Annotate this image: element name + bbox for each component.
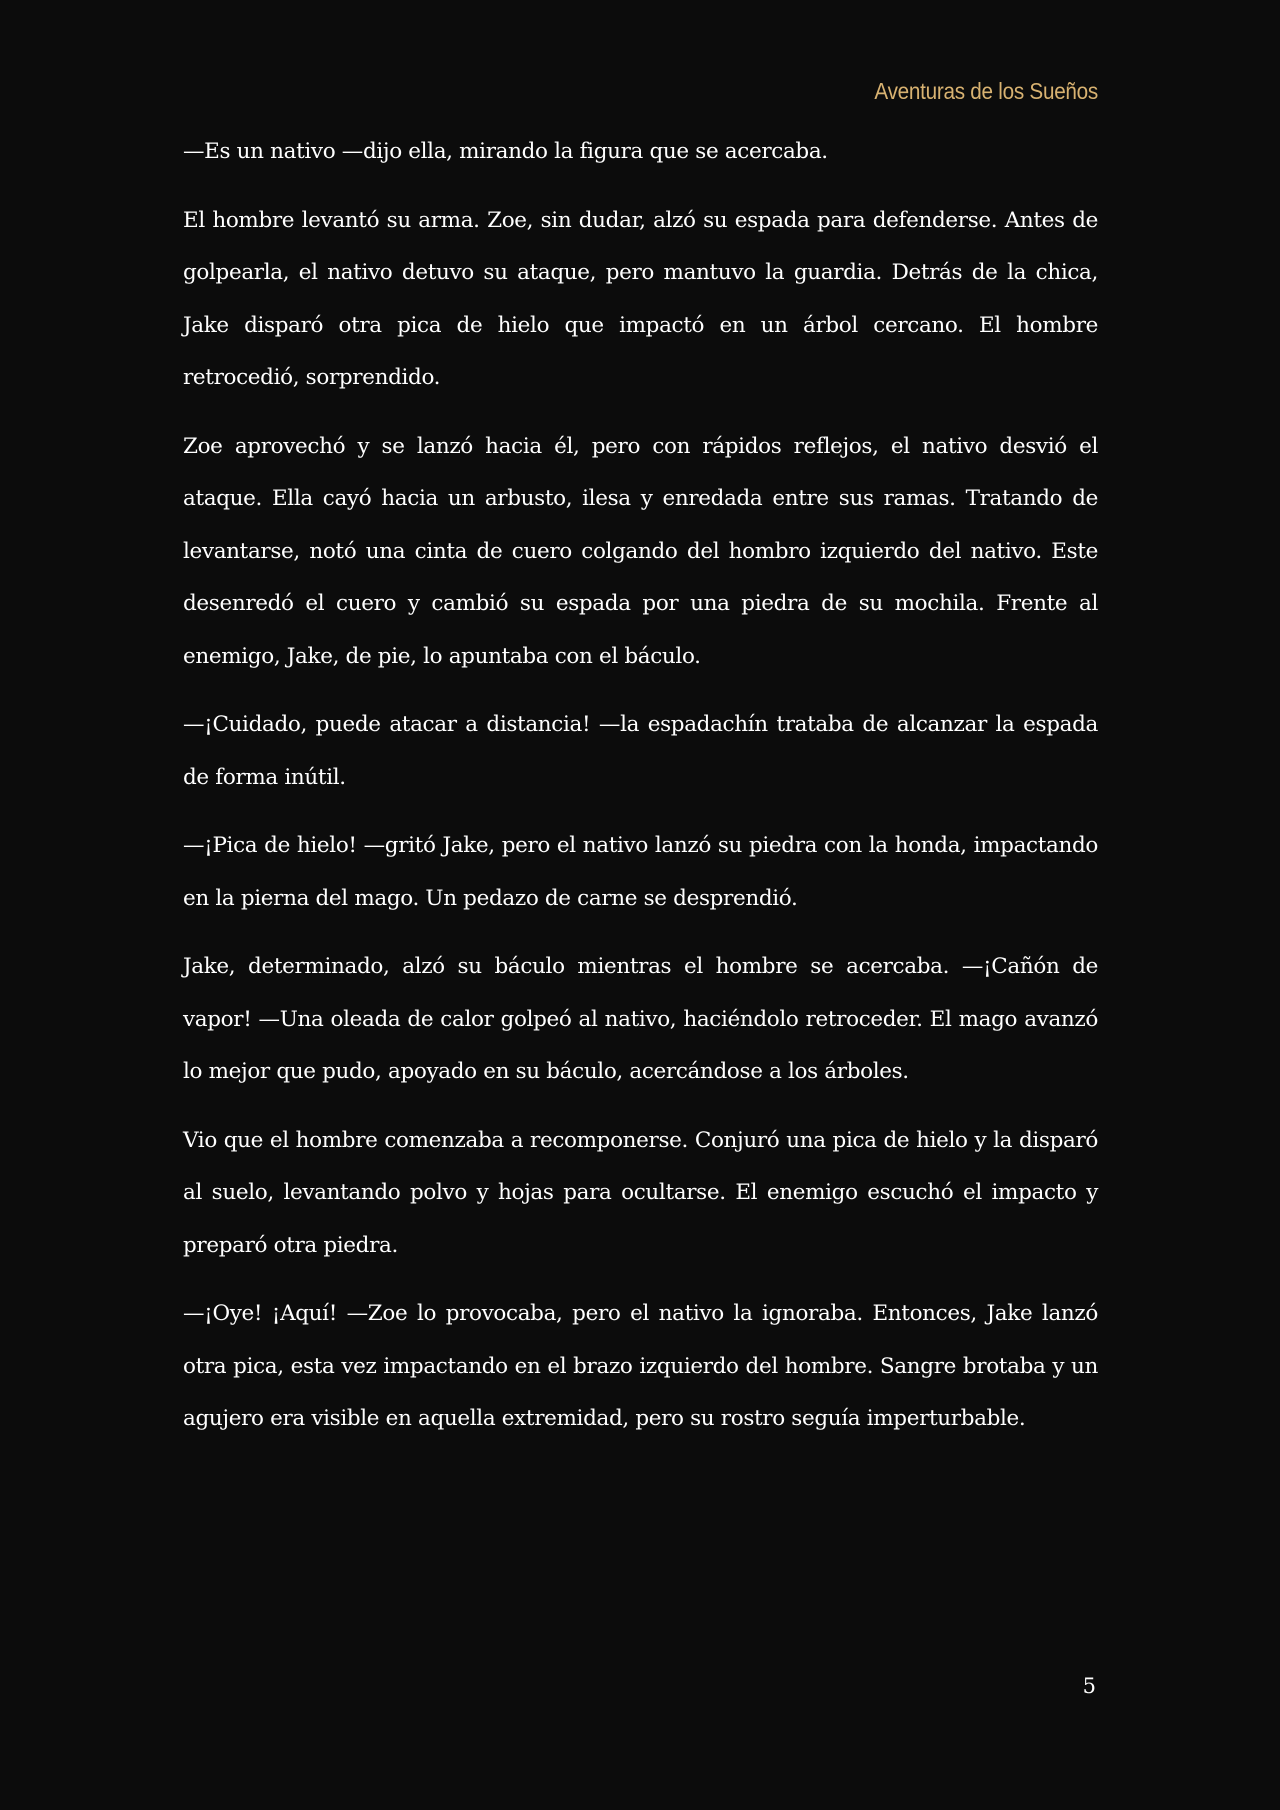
paragraph: Vio que el hombre comenzaba a recomponerse. Conjuró una pica de hielo y la disparó al suelo, levantando polvo y hojas para ocultarse. El enemigo escuchó el impacto y preparó otra piedra. — [183, 1127, 1098, 1258]
running-header: Aventuras de los Sueños — [874, 78, 1098, 104]
chapter-body — [183, 139, 1098, 1462]
paragraph: Zoe aprovechó y se lanzó hacia él, pero con rápidos reflejos, el nativo desvió el ataque. Ella cayó hacia un arbusto, ilesa y enredada entre sus ramas. Tratando de levantarse, notó una cinta de cuero colgando del hombro izquierdo del nativo. Este desenredó el cuero y cambió su espada por una piedra de su mochila. Frente al enemigo, Jake, de pie, lo apuntaba con el báculo. — [183, 433, 1098, 669]
page-number: 5 — [1082, 1674, 1096, 1698]
paragraph: —¡Pica de hielo! —gritó Jake, pero el nativo lanzó su piedra con la honda, impactando en la pierna del mago. Un pedazo de carne se desprendió. — [183, 833, 1098, 911]
paragraph: —Es un nativo —dijo ella, mirando la figura que se acercaba. — [183, 139, 828, 164]
paragraph: —¡Cuidado, puede atacar a distancia! —la espadachín trataba de alcanzar la espada de forma inútil. — [183, 712, 1098, 790]
paragraph: El hombre levantó su arma. Zoe, sin dudar, alzó su espada para defenderse. Antes de golpearla, el nativo detuvo su ataque, pero mantuvo la guardia. Detrás de la chica, Jake disparó otra pica de hielo que impactó en un árbol cercano. El hombre retrocedió, sorprendido. — [183, 207, 1098, 390]
paragraph: Jake, determinado, alzó su báculo mientras el hombre se acercaba. —¡Cañón de vapor! —Una oleada de calor golpeó al nativo, haciéndolo retroceder. El mago avanzó lo mejor que pudo, apoyado en su báculo, acercándose a los árboles. — [183, 954, 1098, 1084]
paragraph: —¡Oye! ¡Aquí! —Zoe lo provocaba, pero el nativo la ignoraba. Entonces, Jake lanzó otra pica, esta vez impactando en el brazo izquierdo del hombre. Sangre brotaba y un agujero era visible en aquella extremidad, pero su rostro seguía imperturbable. — [183, 1301, 1098, 1431]
